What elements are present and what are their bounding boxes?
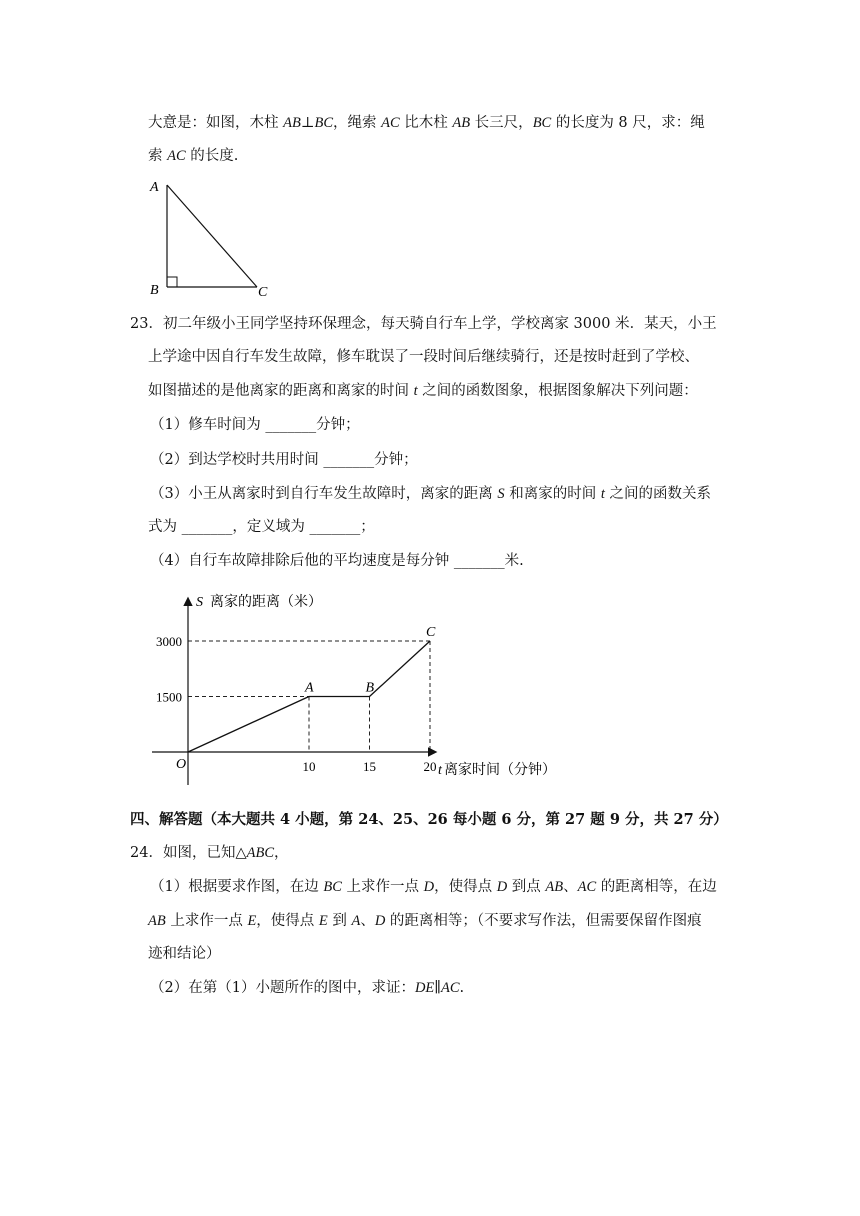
y-axis-title: 离家的距离（米） xyxy=(210,594,322,610)
y-tick-label: 3000 xyxy=(156,634,182,649)
p24-question-1-end: 迹和结论） xyxy=(148,946,221,962)
p24-line-1: 24．如图，已知△ABC， xyxy=(130,845,289,861)
p23-question-3: （3）小王从离家时到自行车发生故障时，离家的距离 S 和离家的时间 t 之间的函数关系 xyxy=(150,486,711,502)
p23-question-4: （4）自行车故障排除后他的平均速度是每分钟 _______米. xyxy=(150,553,524,569)
distance-time-graph xyxy=(140,585,600,790)
right-triangle-figure xyxy=(140,175,280,300)
p23-question-2: （2）到达学校时共用时间 _______分钟； xyxy=(150,452,418,468)
p24-question-1-cont: AB 上求作一点 E，使得点 E 到 A、D 的距离相等；（不要求写作法，但需要保留作图痕 xyxy=(148,913,702,929)
section-4-heading: 四、解答题（本大题共 4 小题，第 24、25、26 每小题 6 分，第 27 题 9 分，共 27 分） xyxy=(130,811,728,828)
series-segment xyxy=(370,641,431,697)
y-axis-symbol: S xyxy=(196,595,203,610)
answer-blank[interactable]: _______ xyxy=(453,553,505,569)
point-label-a: A xyxy=(305,680,314,696)
p24-question-1: （1）根据要求作图，在边 BC 上求作一点 D，使得点 D 到点 AB、AC 的距离相等，在边 xyxy=(150,879,717,895)
answer-blank[interactable]: _______ xyxy=(265,417,317,433)
series-segment xyxy=(188,697,309,753)
p23-question-3-cont: 式为 _______，定义域为 _______； xyxy=(148,519,375,535)
x-tick-label: 10 xyxy=(302,759,316,774)
x-axis-title: 离家时间（分钟） xyxy=(444,762,556,778)
p23-question-1: （1）修车时间为 _______分钟； xyxy=(150,417,360,433)
p23-line-3: 如图描述的是他离家的距离和离家的时间 t 之间的函数图象，根据图象解决下列问题： xyxy=(148,383,698,399)
vertex-a-label: A xyxy=(150,180,159,195)
x-axis-symbol: t xyxy=(438,763,442,778)
p24-question-2: （2）在第（1）小题所作的图中，求证：DE∥AC. xyxy=(150,980,465,996)
origin-label: O xyxy=(176,757,187,772)
p23-line-1: 23．初二年级小王同学坚持环保理念，每天骑自行车上学，学校离家 3000 米．某天，小王 xyxy=(130,316,717,332)
p22-line-1: 大意是：如图，木柱 AB⊥BC，绳索 AC 比木柱 AB 长三尺，BC 的长度为 8 尺，求：绳 xyxy=(148,115,705,131)
x-tick-label: 20 xyxy=(423,759,437,774)
point-label-b: B xyxy=(365,680,375,696)
vertex-b-label: B xyxy=(150,283,159,298)
answer-blank[interactable]: _______ xyxy=(309,519,361,535)
vertex-c-label: C xyxy=(258,285,268,300)
x-tick-label: 15 xyxy=(363,759,376,774)
y-tick-label: 1500 xyxy=(156,689,182,705)
answer-blank[interactable]: _______ xyxy=(323,452,375,468)
p23-line-2: 上学途中因自行车发生故障，修车耽误了一段时间后继续骑行，还是按时赶到了学校、 xyxy=(148,349,699,365)
p22-line-2: 索 AC 的长度. xyxy=(148,148,239,164)
answer-blank[interactable]: _______ xyxy=(181,519,233,535)
point-label-c: C xyxy=(426,625,436,640)
